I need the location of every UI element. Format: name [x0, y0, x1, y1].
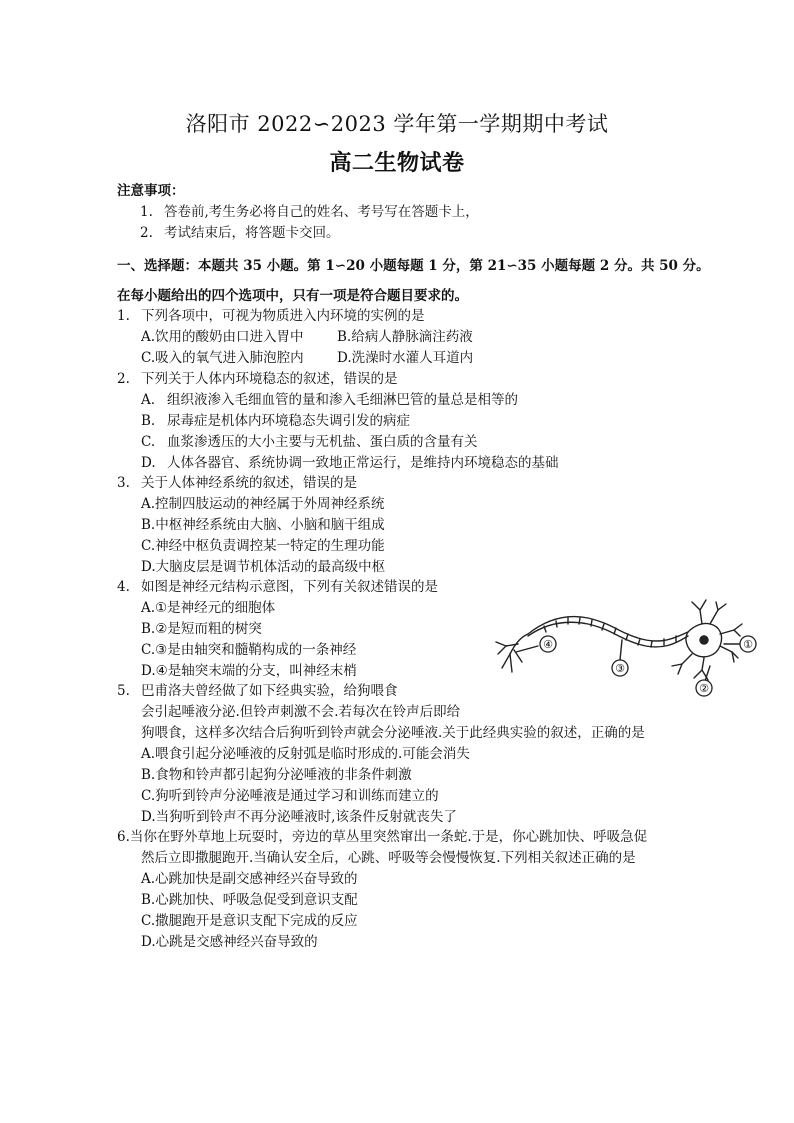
option-d: D.当狗听到铃声不再分泌唾液时,该条件反射就丧失了: [141, 809, 457, 825]
option-label: D.: [141, 455, 156, 471]
option-text: 血浆渗透压的大小主要与无机盐、蛋白质的含量有关: [167, 434, 478, 450]
question-text: 6.当你在野外草地上玩耍时，旁边的草丛里突然窜出一条蛇.于是，你心跳加快、呼吸急促: [117, 829, 648, 845]
option-c: [141, 433, 478, 451]
option-a: A.①是神经元的细胞体: [141, 600, 276, 616]
question-number: 5.: [117, 683, 130, 699]
option-c: C.撒腿跑开是意识支配下完成的反应: [141, 913, 358, 929]
option-d: D.大脑皮层是调节机体活动的最高级中枢: [141, 559, 386, 575]
question-stem: [117, 370, 398, 388]
option-b: [141, 412, 410, 430]
option-a: A.控制四肢运动的神经属于外周神经系统: [141, 496, 385, 512]
question-text: 关于人体神经系统的叙述，错误的是: [141, 475, 357, 491]
question-stem: [117, 474, 357, 492]
option-a: A.心跳加快是副交感神经兴奋导致的: [141, 871, 358, 887]
question-text: 然后立即撒腿跑开.当确认安全后，心跳、呼吸等会慢慢恢复.下列相关叙述正确的是: [141, 850, 636, 866]
question-text: 巴甫洛夫曾经做了如下经典实验，给狗喂食: [141, 683, 398, 699]
figure-label-4: ④: [543, 638, 553, 651]
section-heading: 一、选择题：本题共 35 小题。第 1∽20 小题每题 1 分，第 21∽35 小题每题 2 分。共 50 分。: [117, 258, 710, 274]
exam-subtitle: 高二生物试卷: [329, 150, 465, 176]
question-number: 1.: [117, 308, 130, 324]
figure-label-1: ①: [743, 638, 753, 651]
option-b: B.给病人静脉滴注药液: [337, 329, 473, 345]
question-text: 下列各项中，可视为物质进入内环境的实例的是: [141, 308, 425, 324]
notice-item-num: 1.: [140, 204, 153, 220]
option-b: B.心跳加快、呼吸急促受到意识支配: [141, 892, 358, 908]
option-text: 组织液渗入毛细血管的量和渗入毛细淋巴管的量总是相等的: [167, 392, 518, 408]
question-stem: [117, 307, 425, 325]
option-d: D.洗澡时水灌人耳道内: [337, 350, 474, 366]
option-b: B.中枢神经系统由大脑、小脑和脑干组成: [141, 517, 385, 533]
notice-item-text: 答卷前,考生务必将自己的姓名、考号写在答题卡上，: [164, 204, 479, 220]
option-c: C.狗听到铃声分泌唾液是通过学习和训练而建立的: [141, 788, 439, 804]
question-text: 会引起唾液分泌.但铃声刺激不会.若每次在铃声后即给: [141, 704, 461, 720]
option-a: A.饮用的酸奶由口进入胃中: [141, 329, 304, 345]
neuron-figure: [488, 596, 764, 700]
option-b: B.②是短而粗的树突: [141, 621, 262, 637]
exam-title: 洛阳市 2022∽2023 学年第一学期期中考试: [185, 112, 609, 136]
question-number: 4.: [117, 579, 130, 595]
option-b: B.食物和铃声都引起狗分泌唾液的非条件刺激: [141, 767, 412, 783]
question-text: 下列关于人体内环境稳态的叙述，错误的是: [141, 371, 398, 387]
option-d: [141, 454, 559, 472]
notice-item: [140, 224, 340, 242]
figure-label-3: ③: [615, 662, 625, 675]
option-a: [141, 391, 518, 409]
option-label: C.: [141, 434, 156, 450]
option-text: 人体各器官、系统协调一致地正常运行，是维持内环境稳态的基础: [167, 455, 559, 471]
option-a: A.喂食引起分泌唾液的反射弧是临时形成的.可能会消失: [141, 746, 470, 762]
question-number: 3.: [117, 475, 130, 491]
notice-item: [140, 203, 479, 221]
notice-item-num: 2.: [140, 225, 153, 241]
notice-heading: 注意事项：: [117, 183, 185, 199]
option-c: C.③是由轴突和髓鞘构成的一条神经: [141, 642, 357, 658]
option-text: 尿毒症是机体内环境稳态失调引发的病症: [167, 413, 410, 429]
figure-label-2: ②: [699, 682, 709, 695]
option-label: A.: [141, 392, 156, 408]
question-number: 2.: [117, 371, 130, 387]
option-d: D.④是轴突末端的分支，叫神经末梢: [141, 663, 357, 679]
option-d: D.心跳是交感神经兴奋导致的: [141, 934, 318, 950]
option-c: C.吸入的氧气进入肺泡腔内: [141, 350, 304, 366]
option-c: C.神经中枢负责调控某一特定的生理功能: [141, 538, 385, 554]
question-text: 如图是神经元结构示意图，下列有关叙述错误的是: [141, 579, 438, 595]
notice-item-text: 考试结束后，将答题卡交回。: [164, 225, 340, 241]
question-stem: [117, 578, 438, 596]
question-stem: [117, 682, 398, 700]
question-text: 狗喂食，这样多次结合后狗听到铃声就会分泌唾液.关于此经典实验的叙述，正确的是: [141, 725, 645, 741]
section-instruction: 在每小题给出的四个选项中，只有一项是符合题目要求的。: [117, 288, 468, 304]
option-label: B.: [141, 413, 156, 429]
